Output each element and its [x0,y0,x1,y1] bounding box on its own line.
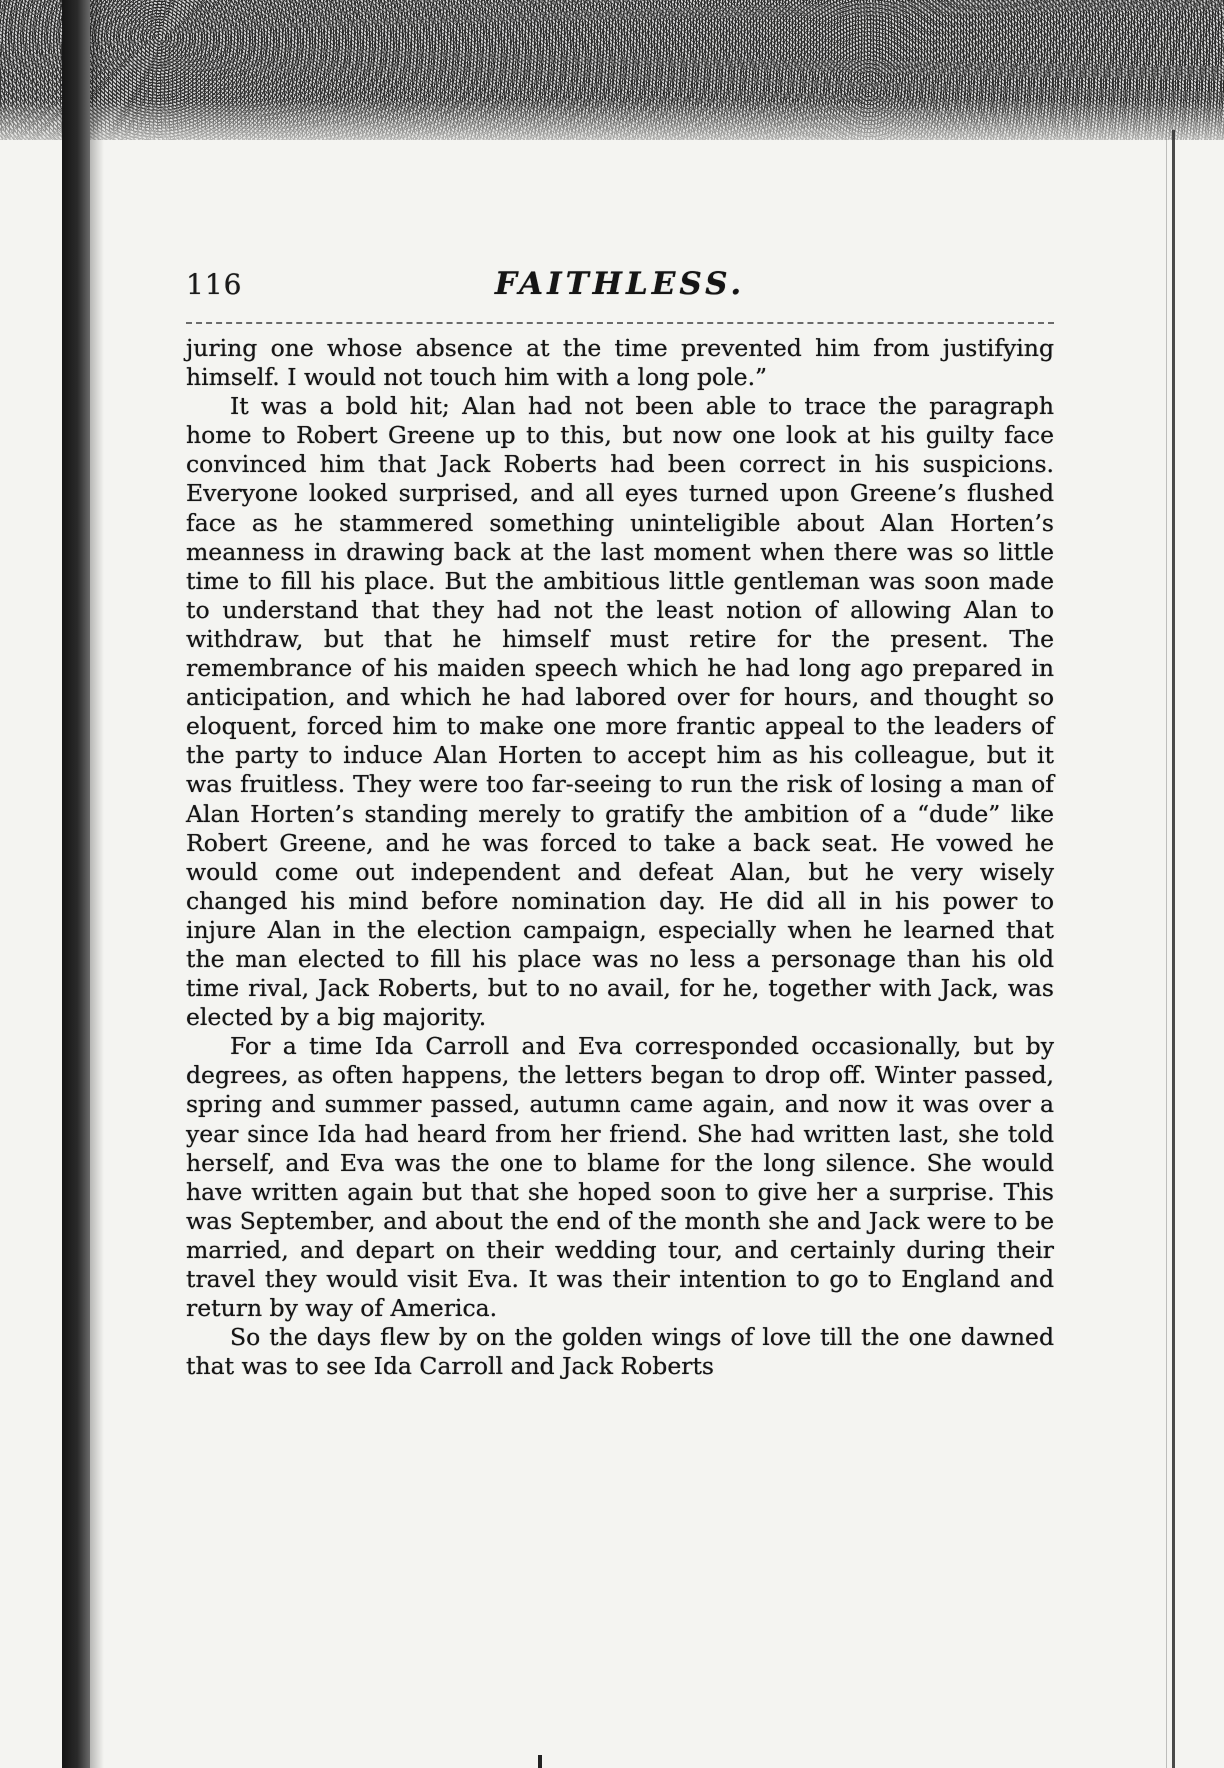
paragraph-continued: juring one whose absence at the time prevented him from justifying himself. I would not touch him with a long pole.” [186,334,1054,392]
paragraph: It was a bold hit; Alan had not been able to trace the paragraph home to Robert Greene up to this, but now one look at his guilty face convinced him that Jack Roberts had been correct in his suspicions. Everyone looked surprised, and all eyes turned upon Greene’s flushed face as he stammered something uninteligible about Alan Horten’s meanness in drawing back at the last moment when there was so little time to fill his place. But the ambitious little gentleman was soon made to understand that they had not the least notion of allowing Alan to withdraw, but that he himself must retire for the present. The remembrance of his maiden speech which he had long ago prepared in anticipation, and which he had labored over for hours, and thought so eloquent, forced him to make one more frantic appeal to the leaders of the party to induce Alan Horten to accept him as his colleague, but it was fruitless. They were too far-seeing to run the risk of losing a man of Alan Horten’s standing merely to gratify the ambition of a “dude” like Robert Greene, and he was forced to take a back seat. He vowed he would come out independent and defeat Alan, but he very wisely changed his mind before nomination day. He did all in his power to injure Alan in the election campaign, especially when he learned that the man elected to fill his place was no less a personage than his old time rival, Jack Roberts, but to no avail, for he, together with Jack, was elected by a big majority. [186,392,1054,1032]
header-rule [186,322,1054,324]
paragraph: So the days flew by on the golden wings of love till the one dawned that was to see Ida Carroll and Jack Roberts [186,1323,1054,1381]
scan-mark [538,1755,542,1768]
body-text [186,334,1054,1381]
next-page-edge-faint [1166,130,1167,1768]
book-page [186,268,1054,1381]
page-number: 116 [186,268,243,301]
scan-noise-fade [0,100,1224,150]
book-binding-edge [62,0,90,1768]
page-header [186,268,1054,316]
binding-shadow [90,0,104,1768]
paragraph: For a time Ida Carroll and Eva corresponded occasionally, but by degrees, as often happens, the letters began to drop off. Winter passed, spring and summer passed, autumn came again, and now it was over a year since Ida had heard from her friend. She had written last, she told herself, and Eva was the one to blame for the long silence. She would have written again but that she hoped soon to give her a surprise. This was September, and about the end of the month she and Jack were to be married, and depart on their wedding tour, and certainly during their travel they would visit Eva. It was their intention to go to England and return by way of America. [186,1032,1054,1323]
running-title: FAITHLESS. [494,266,746,302]
next-page-edge [1172,130,1175,1768]
